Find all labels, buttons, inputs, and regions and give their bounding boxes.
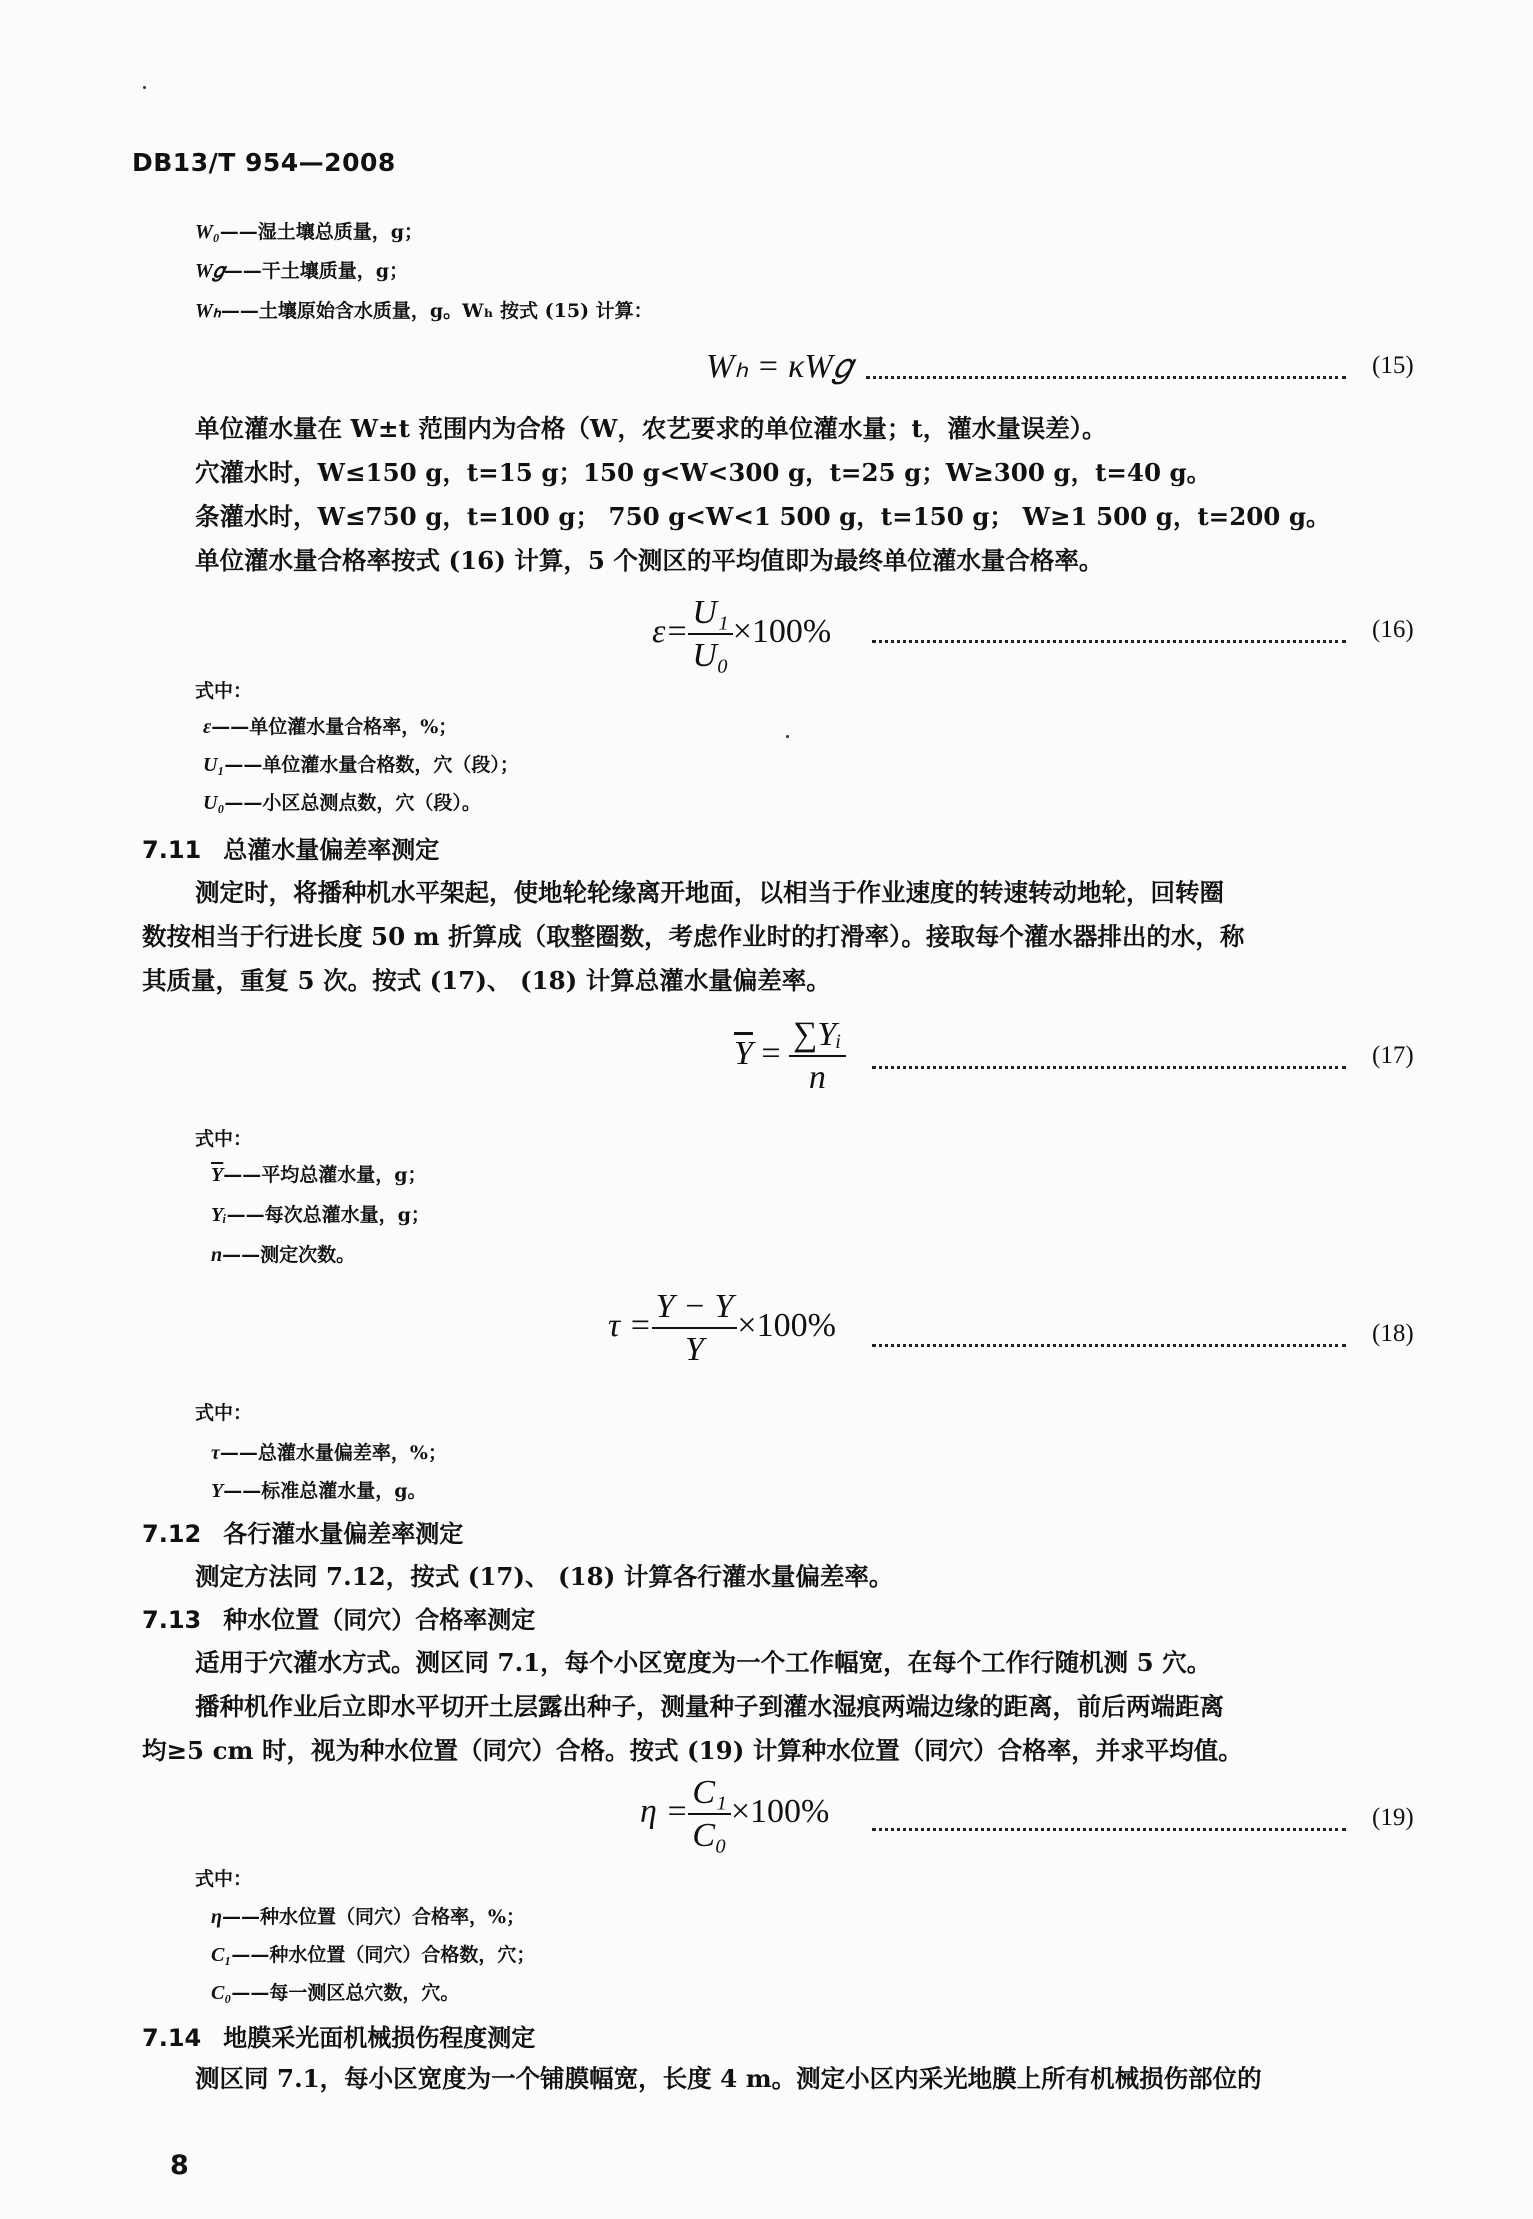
where-label: 式中： xyxy=(195,680,253,702)
paragraph-line: 适用于穴灌水方式。测区同 7.1，每个小区宽度为一个工作幅宽，在每个工作行随机测 5 穴。 xyxy=(195,1648,1212,1677)
definition-y-bar: $\overline{Y}——$平均总灌水量，g； xyxy=(211,1164,427,1186)
equation-16: ε= $\frac{\text{U₁}}{\text{U₀}}$ ×100% xyxy=(652,594,832,675)
definition-wg: W𝑔——干土壤质量，g； xyxy=(195,260,409,282)
definition-c1: C₁——种水位置（同穴）合格数，穴； xyxy=(211,1944,536,1966)
equation-17: $\overline{Y}$ = $\frac{\text{∑Yᵢ}}{n}$ xyxy=(734,1016,846,1097)
paragraph-line: 其质量，重复 5 次。按式 (17)、 (18) 计算总灌水量偏差率。 xyxy=(142,966,831,995)
definition-yi: Yᵢ——每次总灌水量，g； xyxy=(211,1204,430,1226)
leader-dots xyxy=(872,1344,1346,1347)
paragraph-line: 测定方法同 7.12，按式 (17)、 (18) 计算各行灌水量偏差率。 xyxy=(195,1562,894,1591)
definition-y: Y——标准总灌水量，g。 xyxy=(211,1480,427,1502)
definition-tau: τ——总灌水量偏差率，%； xyxy=(211,1442,447,1464)
where-label: 式中： xyxy=(195,1402,253,1424)
equation-number-17: (17) xyxy=(1372,1042,1414,1069)
equation-15: Wₕ = κW𝑔 xyxy=(706,348,852,385)
equation-number-19: (19) xyxy=(1372,1804,1414,1831)
equation-number-15: (15) xyxy=(1372,352,1414,379)
section-heading-7-14: 7.14 地膜采光面机械损伤程度测定 xyxy=(142,2023,536,2052)
definition-epsilon: ε——单位灌水量合格率，%； xyxy=(203,716,458,738)
section-heading-7-13: 7.13 种水位置（同穴）合格率测定 xyxy=(142,1605,536,1634)
definition-u1: U₁——单位灌水量合格数，穴（段）； xyxy=(203,754,519,776)
where-label: 式中： xyxy=(195,1128,253,1150)
paragraph-line: 播种机作业后立即水平切开土层露出种子，测量种子到灌水湿痕两端边缘的距离，前后两端距离 xyxy=(195,1692,1224,1721)
leader-dots xyxy=(872,640,1346,643)
standard-number: DB13/T 954—2008 xyxy=(132,148,396,177)
paragraph-line: 单位灌水量在 W±t 范围内为合格（W，农艺要求的单位灌水量；t，灌水量误差）。 xyxy=(195,414,1107,443)
where-label: 式中： xyxy=(195,1868,253,1890)
scan-speck xyxy=(786,735,789,738)
leader-dots xyxy=(866,376,1346,379)
paragraph-line: 数按相当于行进长度 50 m 折算成（取整圈数，考虑作业时的打滑率）。接取每个灌水器排出的水，称 xyxy=(142,922,1245,951)
leader-dots xyxy=(872,1066,1346,1069)
definition-wh: Wₕ——土壤原始含水质量，g。Wₕ 按式 (15) 计算： xyxy=(195,300,653,322)
definition-eta: η——种水位置（同穴）合格率，%； xyxy=(211,1906,526,1928)
paragraph-line: 测定时，将播种机水平架起，使地轮轮缘离开地面，以相当于作业速度的转速转动地轮，回转圈 xyxy=(195,878,1224,907)
page-number: 8 xyxy=(170,2150,189,2181)
definition-n: n——测定次数。 xyxy=(211,1244,356,1266)
paragraph-line: 测区同 7.1，每小区宽度为一个铺膜幅宽，长度 4 m。测定小区内采光地膜上所有机械损伤部位的 xyxy=(195,2064,1262,2093)
paragraph-line: 单位灌水量合格率按式 (16) 计算，5 个测区的平均值即为最终单位灌水量合格率。 xyxy=(195,546,1104,575)
equation-18: τ = $\frac{Y - Y}{Y}$ ×100% xyxy=(608,1288,836,1369)
definition-c0: C₀——每一测区总穴数，穴。 xyxy=(211,1982,460,2004)
definition-w0: W₀——湿土壤总质量，g； xyxy=(195,221,424,243)
paragraph-line: 穴灌水时，W≤150 g，t=15 g；150 g<W<300 g，t=25 g；W≥300 g，t=40 g。 xyxy=(195,458,1212,487)
section-heading-7-11: 7.11 总灌水量偏差率测定 xyxy=(142,835,440,864)
equation-number-16: (16) xyxy=(1372,616,1414,643)
definition-u0: U₀——小区总测点数，穴（段）。 xyxy=(203,792,481,814)
leader-dots xyxy=(872,1828,1346,1831)
paragraph-line: 均≥5 cm 时，视为种水位置（同穴）合格。按式 (19) 计算种水位置（同穴）合格率，并求平均值。 xyxy=(142,1736,1243,1765)
paragraph-line: 条灌水时，W≤750 g，t=100 g； 750 g<W<1 500 g，t=150 g； W≥1 500 g，t=200 g。 xyxy=(195,502,1331,531)
equation-number-18: (18) xyxy=(1372,1320,1414,1347)
equation-19: η = $\frac{\text{C₁}}{\text{C₀}}$ ×100% xyxy=(640,1774,830,1855)
scan-speck xyxy=(143,86,146,89)
section-heading-7-12: 7.12 各行灌水量偏差率测定 xyxy=(142,1519,464,1548)
